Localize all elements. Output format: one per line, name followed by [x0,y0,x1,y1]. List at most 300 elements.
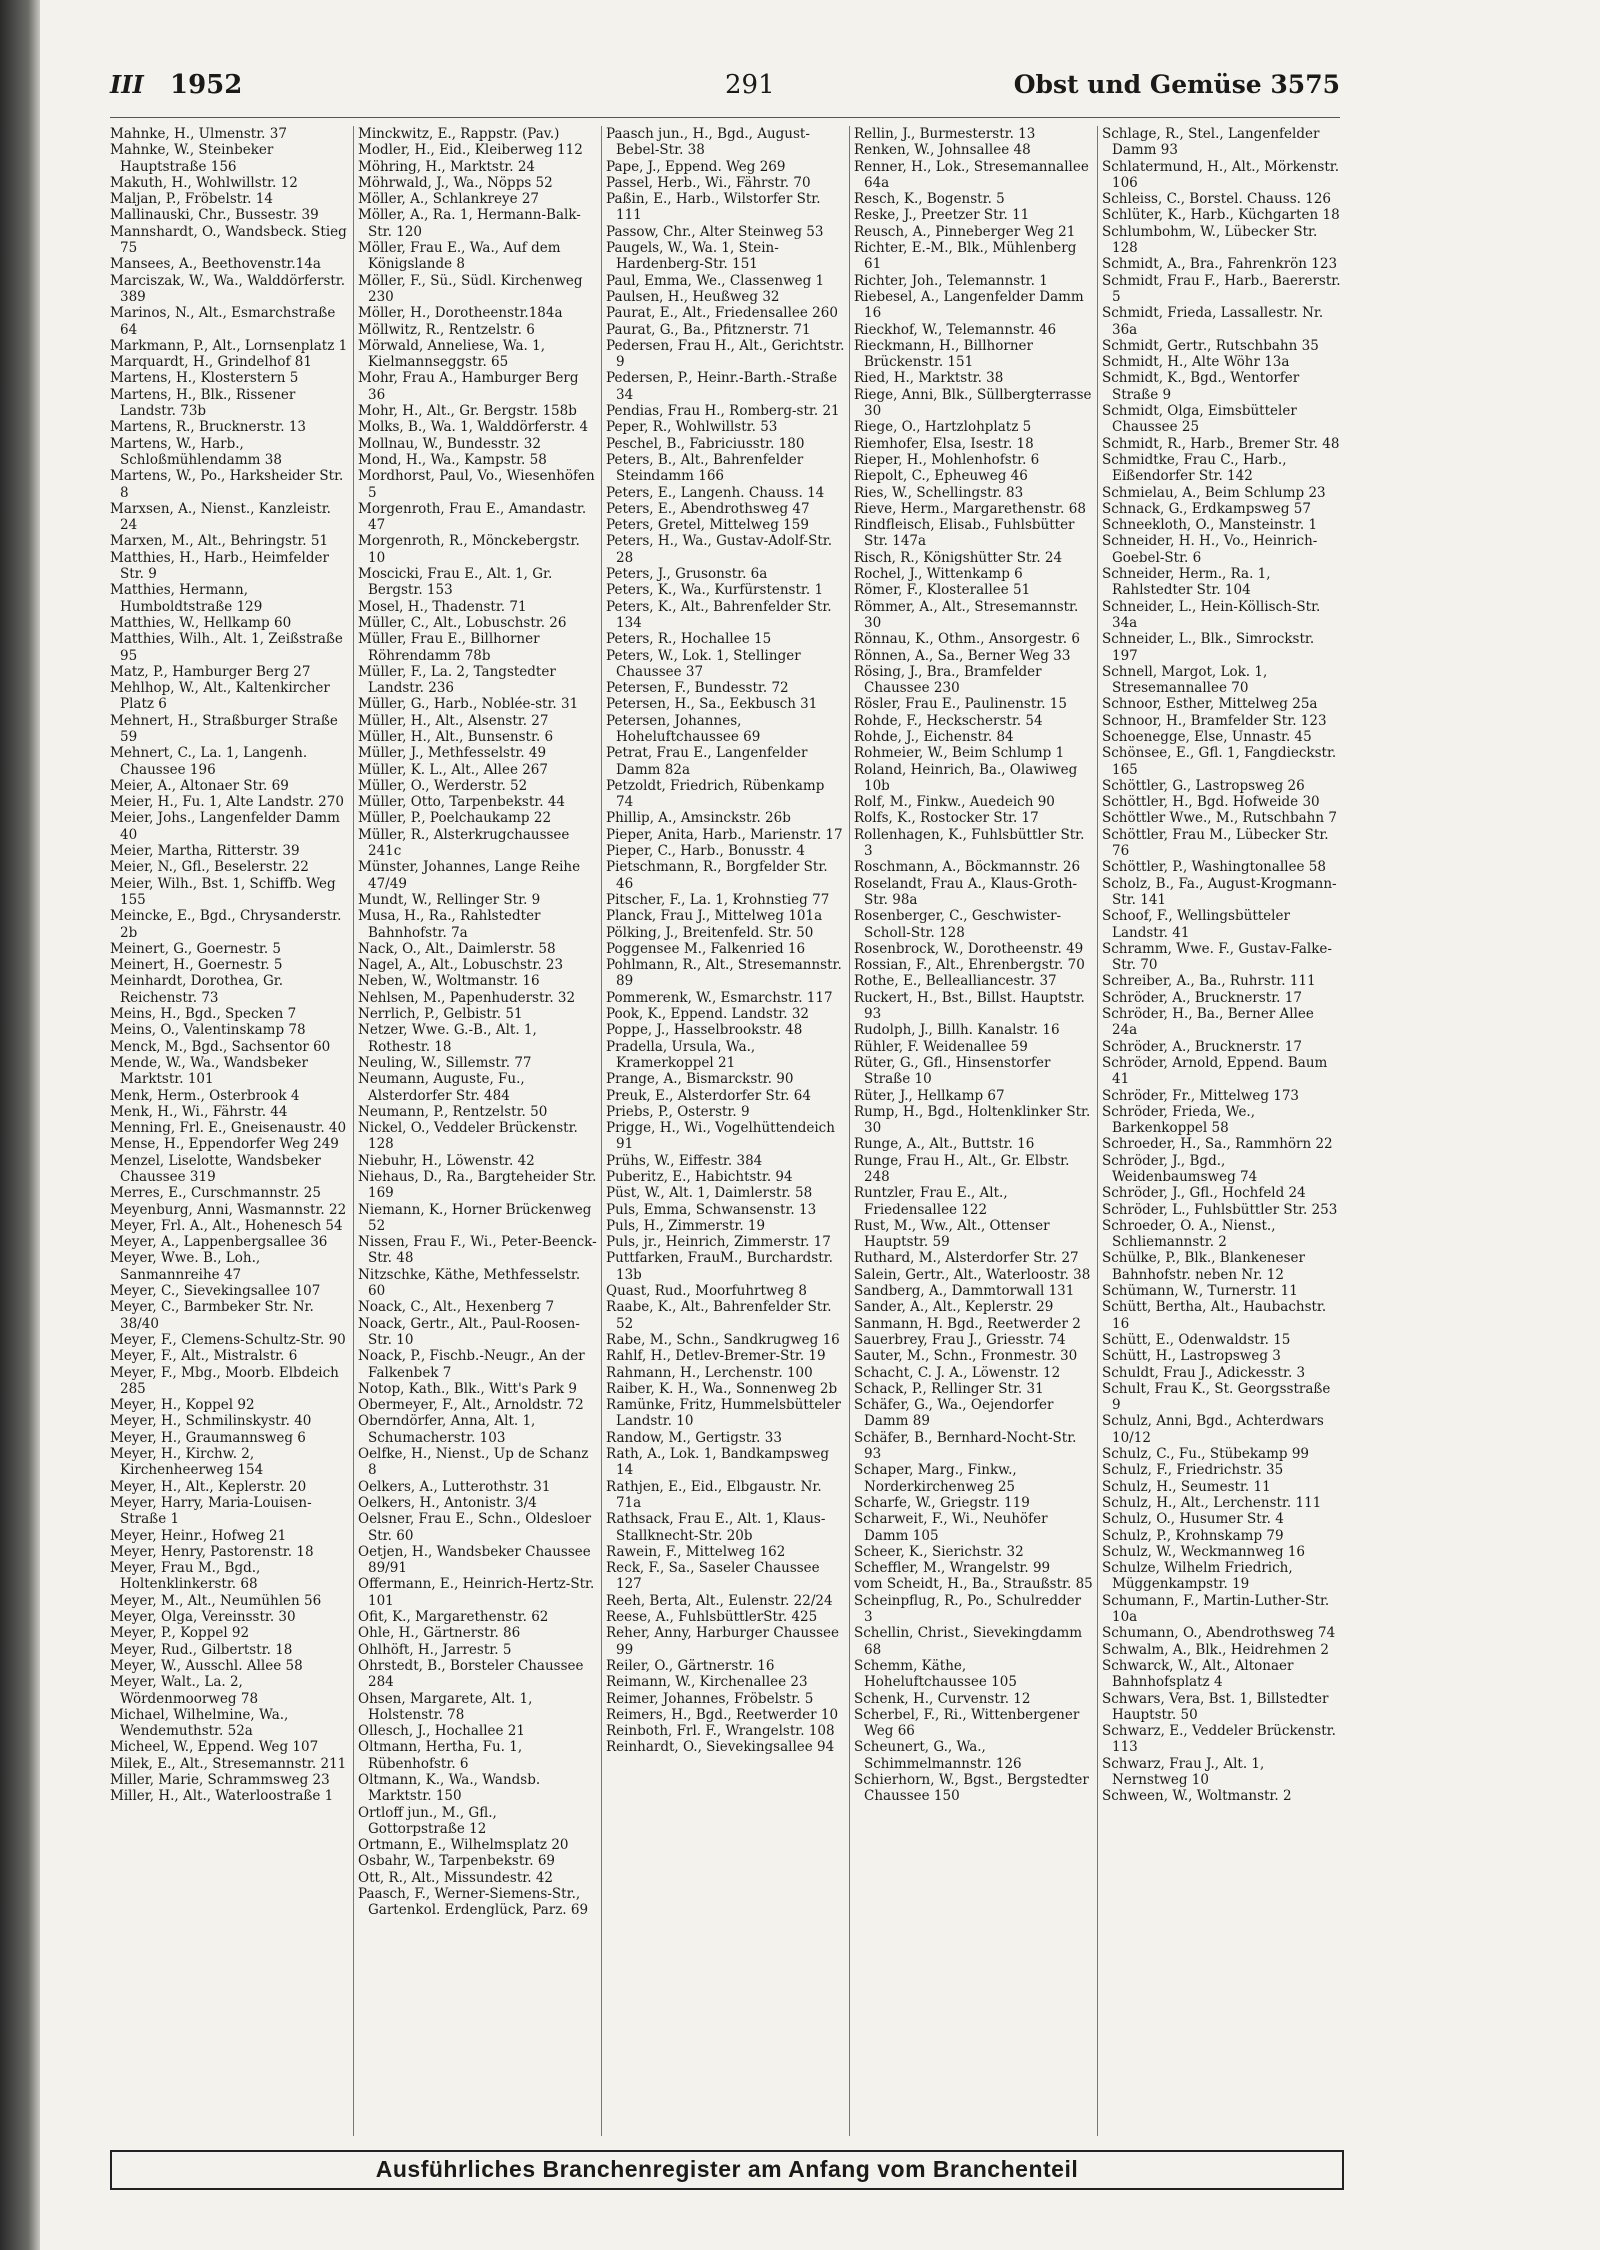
directory-entry: Oelfke, H., Nienst., Up de Schanz 8 [358,1446,589,1479]
directory-entry: Neumann, Auguste, Fu., Alsterdorfer Str. 484 [358,1071,525,1104]
directory-entry: Riemhofer, Elsa, Isestr. 18 [854,435,1034,452]
directory-entry: Schneider, L., Hein-Köllisch-Str. 34a [1102,598,1321,631]
directory-entry: Paßin, E., Harb., Wilstorfer Str. 111 [606,191,821,224]
directory-entry: Schulz, Anni, Bgd., Achterdwars 10/12 [1102,1413,1324,1446]
directory-entry: Meyer, H., Koppel 92 [110,1397,255,1414]
directory-entry: Müller, Otto, Tarpenbekstr. 44 [358,794,566,811]
directory-entry: Rindfleisch, Elisab., Fuhlsbütter Str. 147a [854,517,1075,550]
directory-entry: Mollnau, W., Bundesstr. 32 [358,435,541,452]
directory-entry: Schöttler, G., Lastropsweg 26 [1102,777,1305,794]
directory-entry: Renner, H., Lok., Stresemannallee 64a [854,158,1089,191]
directory-entry: Reimers, H., Bgd., Reetwerder 10 [606,1706,839,1723]
directory-entry: Matthies, H., Harb., Heimfelder Str. 9 [110,549,329,583]
directory-entry: Quast, Rud., Moorfuhrtweg 8 [606,1283,807,1300]
directory-entry: Püst, W., Alt. 1, Daimlerstr. 58 [606,1185,813,1202]
directory-entry: Meyer, Olga, Vereinsstr. 30 [110,1609,296,1626]
directory-entry: Poggensee M., Falkenried 16 [606,940,806,957]
directory-entry: Neumann, P., Rentzelstr. 50 [358,1103,548,1120]
directory-entry: Meyer, Henry, Pastorenstr. 18 [110,1543,314,1560]
directory-entry: Pendias, Frau H., Romberg-str. 21 [606,403,840,420]
directory-entry: Meyer, Frau M., Bgd., Holtenklinkerstr. 68 [110,1560,261,1593]
directory-entry: Scherbel, F., Ri., Wittenbergener Weg 66 [854,1706,1080,1740]
directory-entry: Schöttler Wwe., M., Rutschbahn 7 [1102,810,1337,827]
directory-entry: Risch, R., Königshütter Str. 24 [854,549,1063,566]
directory-entry: Schütt, H., Lastropsweg 3 [1102,1348,1281,1365]
directory-entry: Schuldt, Frau J., Adickesstr. 3 [1102,1364,1306,1381]
directory-entry: Müller, J., Methfesselstr. 49 [358,745,547,762]
directory-entry: Reinboth, Frl. F., Wrangelstr. 108 [606,1723,835,1740]
directory-entry: Rahlf, H., Detlev-Bremer-Str. 19 [606,1348,826,1365]
directory-entry: Mohr, Frau A., Hamburger Berg 36 [358,370,579,403]
directory-entry: Runge, A., Alt., Buttstr. 16 [854,1136,1035,1153]
directory-entry: Oelsner, Frau E., Schn., Oldesloer Str. 60 [358,1511,592,1544]
directory-entry: Schnell, Margot, Lok. 1, Stresemannallee 70 [1102,663,1268,697]
directory-entry: Petersen, Johannes, Hoheluftchaussee 69 [606,712,761,745]
directory-entry: Sanmann, H. Bgd., Reetwerder 2 [854,1315,1081,1332]
directory-entry: Schröder, Frieda, We., Barkenkoppel 58 [1102,1103,1256,1137]
directory-entry: Menning, Frl. E., Gneisenaustr. 40 [110,1120,347,1137]
directory-entry: Meyer, W., Ausschl. Allee 58 [110,1657,303,1674]
directory-entry: Riebesel, A., Langenfelder Damm 16 [854,288,1084,322]
directory-entry: Meyer, H., Graumannsweg 6 [110,1429,306,1446]
directory-entry: Petzoldt, Friedrich, Rübenkamp 74 [606,777,825,811]
directory-entry: Reese, A., FuhlsbüttlerStr. 425 [606,1609,818,1626]
directory-entry: Schlage, R., Stel., Langenfelder Damm 93 [1102,126,1320,159]
directory-entry: Notop, Kath., Blk., Witt's Park 9 [358,1380,577,1397]
directory-entry: Müller, P., Poelchaukamp 22 [358,810,552,827]
directory-entry: Scharfe, W., Griegstr. 119 [854,1494,1030,1511]
directory-entry: Möller, F., Sü., Südl. Kirchenweg 230 [358,272,583,305]
directory-entry: Micheel, W., Eppend. Weg 107 [110,1739,319,1756]
directory-entry: Pedersen, Frau H., Alt., Gerichtstr. 9 [606,337,845,371]
directory-entry: Rüter, J., Hellkamp 67 [854,1087,1005,1104]
directory-entry: Nerrlich, P., Gelbistr. 51 [358,1006,523,1023]
directory-entry: Nack, O., Alt., Daimlerstr. 58 [358,940,556,957]
directory-entry: Meier, N., Gfl., Beselerstr. 22 [110,859,309,876]
directory-entry: Sander, A., Alt., Keplerstr. 29 [854,1299,1054,1316]
directory-entry: Rathsack, Frau E., Alt. 1, Klaus-Stallknecht-Str. 20b [606,1511,826,1544]
directory-entry: Müller, F., La. 2, Tangstedter Landstr. 236 [358,663,556,697]
directory-entry: Meier, Johs., Langenfelder Damm 40 [110,810,340,843]
directory-entry: Reiler, O., Gärtnerstr. 16 [606,1657,775,1674]
directory-entry: Peters, W., Lok. 1, Stellinger Chaussee 37 [606,647,801,680]
directory-entry: Schröder, Arnold, Eppend. Baum 41 [1102,1054,1328,1088]
directory-entry: Müller, O., Werderstr. 52 [358,777,528,794]
directory-entry: Obermeyer, F., Alt., Arnoldstr. 72 [358,1397,584,1414]
directory-entry: Meinert, H., Goernestr. 5 [110,957,283,974]
directory-entry: Pieper, Anita, Harb., Marienstr. 17 [606,826,843,843]
directory-entry: Rawein, F., Mittelweg 162 [606,1543,786,1560]
directory-entry: Meyer, Harry, Maria-Louisen-Straße 1 [110,1494,312,1528]
directory-entry: Rosenberger, C., Geschwister-Scholl-Str. 128 [854,908,1062,941]
directory-entry: Prigge, H., Wi., Vogelhüttendeich 91 [606,1120,835,1153]
directory-entry: Schäfer, B., Bernhard-Nocht-Str. 93 [854,1429,1077,1463]
page-number: 291 [725,70,775,100]
column-4 [854,126,1093,2136]
directory-entry: Meyer, H., Alt., Keplerstr. 20 [110,1478,307,1495]
directory-entry: Puttfarken, FrauM., Burchardstr. 13b [606,1250,833,1283]
directory-entry: Schmielau, A., Beim Schlump 23 [1102,484,1326,501]
directory-entry: Rieckmann, H., Billhorner Brückenstr. 151 [854,337,1033,371]
directory-entry: Meyer, F., Mbg., Moorb. Elbdeich 285 [110,1364,339,1397]
directory-entry: Schnoor, H., Bramfelder Str. 123 [1102,712,1327,729]
directory-entry: Rösler, Frau E., Paulinenstr. 15 [854,696,1067,713]
directory-entry: Rust, M., Ww., Alt., Ottenser Hauptstr. 59 [854,1217,1050,1251]
directory-entry: Martens, R., Brucknerstr. 13 [110,419,307,436]
directory-entry: Neuling, W., Sillemstr. 77 [358,1054,532,1071]
directory-entry: Scheffler, M., Wrangelstr. 99 [854,1560,1051,1577]
directory-entry: Rieckhof, W., Telemannstr. 46 [854,321,1057,338]
directory-entry: Runtzler, Frau E., Alt., Friedensallee 122 [854,1185,1008,1218]
directory-entry: Rollenhagen, K., Fuhlsbüttler Str. 3 [854,826,1085,860]
directory-entry: Noack, Gertr., Alt., Paul-Roosen-Str. 10 [358,1315,580,1348]
directory-entry: Reusch, A., Pinneberger Weg 21 [854,223,1076,240]
directory-entry: Schümann, W., Turnerstr. 11 [1102,1283,1298,1300]
directory-entry: Rabe, M., Schn., Sandkrugweg 16 [606,1331,840,1348]
column-divider [849,126,850,2136]
directory-entry: Mohr, H., Alt., Gr. Bergstr. 158b [358,403,577,420]
directory-entry: Sauerbrey, Frau J., Griesstr. 74 [854,1331,1066,1348]
directory-entry: Schween, W., Woltmanstr. 2 [1102,1788,1292,1805]
directory-entry: Schwars, Vera, Bst. 1, Billstedter Hauptstr. 50 [1102,1690,1329,1723]
directory-entry: Schoenegge, Else, Unnastr. 45 [1102,728,1312,745]
directory-entry: Planck, Frau J., Mittelweg 101a [606,908,823,925]
directory-entry: Menk, H., Wi., Fährstr. 44 [110,1103,288,1120]
directory-entry: Meins, O., Valentinskamp 78 [110,1022,306,1039]
directory-entry: Paasch jun., H., Bgd., August-Bebel-Str. 38 [606,126,810,159]
directory-entry: Osbahr, W., Tarpenbekstr. 69 [358,1853,556,1870]
directory-entry: Pook, K., Eppend. Landstr. 32 [606,1006,809,1023]
directory-entry: Schnoor, Esther, Mittelweg 25a [1102,696,1318,713]
directory-entry: Milek, E., Alt., Stresemannstr. 211 [110,1755,347,1772]
directory-entry: Reske, J., Preetzer Str. 11 [854,207,1030,224]
directory-entry: Rochel, J., Wittenkamp 6 [854,566,1023,583]
directory-entry: Meyer, A., Lappenbergsallee 36 [110,1234,328,1251]
directory-entry: Möhring, H., Marktstr. 24 [358,158,535,175]
directory-entry: Miller, Marie, Schrammsweg 23 [110,1771,330,1788]
directory-entry: Riege, O., Hartzlohplatz 5 [854,419,1032,436]
column-1 [110,126,349,2136]
directory-entry: Müller, G., Harb., Noblée-str. 31 [358,696,579,713]
directory-entry: Meyer, C., Sievekingsallee 107 [110,1283,321,1300]
directory-entry: Meyer, Rud., Gilbertstr. 18 [110,1641,293,1658]
directory-entry: Schmidt, A., Bra., Fahrenkrön 123 [1102,256,1338,273]
directory-entry: Scheunert, G., Wa., Schimmelmannstr. 126 [854,1739,1022,1772]
directory-entry: Schack, P., Rellinger Str. 31 [854,1380,1044,1397]
directory-entry: Schöttler, H., Bgd. Hofweide 30 [1102,794,1320,811]
directory-entry: Pohlmann, R., Alt., Stresemannstr. 89 [606,957,842,990]
directory-entry: Schlumbohm, W., Lübecker Str. 128 [1102,223,1318,257]
directory-columns [110,126,1342,2136]
directory-entry: Martens, W., Po., Harksheider Str. 8 [110,468,344,501]
directory-entry: Schröder, Fr., Mittelweg 173 [1102,1087,1300,1104]
directory-entry: Molks, B., Wa. 1, Walddörferstr. 4 [358,419,589,436]
directory-entry: Puberitz, E., Habichtstr. 94 [606,1169,793,1185]
directory-entry: Niebuhr, H., Löwenstr. 42 [358,1152,535,1169]
directory-entry: Müller, H., Alt., Bunsenstr. 6 [358,728,554,745]
directory-entry: Puls, Emma, Schwansenstr. 13 [606,1201,817,1218]
directory-entry: Nickel, O., Veddeler Brückenstr. 128 [358,1120,578,1153]
directory-entry: Meyenburg, Anni, Wasmannstr. 22 [110,1201,347,1218]
directory-entry: Phillip, A., Amsinckstr. 26b [606,810,791,827]
directory-entry: Passel, Herb., Wi., Fährstr. 70 [606,174,811,191]
directory-entry: Ohlhöft, H., Jarrestr. 5 [358,1641,512,1658]
directory-entry: Meyer, F., Clemens-Schultz-Str. 90 [110,1331,346,1348]
footer-banner: Ausführliches Branchenregister am Anfang vom Branchenteil [110,2150,1344,2190]
directory-entry: Martens, W., Harb., Schloßmühlendamm 38 [110,435,282,468]
directory-entry: Möller, H., Dorotheenstr.184a [358,305,563,322]
directory-entry: Schulze, Wilhelm Friedrich, Müggenkampstr. 19 [1102,1560,1293,1593]
directory-entry: Ohrstedt, B., Borsteler Chaussee 284 [358,1657,584,1691]
directory-entry: Schülke, P., Blk., Blankeneser Bahnhofstr. neben Nr. 12 [1102,1250,1305,1283]
directory-entry: Müller, C., Alt., Lobuschstr. 26 [358,614,567,631]
header-rule [110,117,1340,118]
directory-entry: Schwalm, A., Blk., Heidrehmen 2 [1102,1641,1329,1658]
directory-entry: Müller, K. L., Alt., Allee 267 [358,761,548,778]
directory-entry: Peters, R., Hochallee 15 [606,631,772,648]
directory-entry: Petersen, F., Bundesstr. 72 [606,680,789,697]
directory-entry: Möller, A., Schlankreye 27 [358,191,540,208]
directory-entry: Marxen, M., Alt., Behringstr. 51 [110,533,329,550]
directory-entry: Rohmeier, W., Beim Schlump 1 [854,745,1065,762]
directory-entry: Schmidt, Frau F., Harb., Baererstr. 5 [1102,272,1341,305]
directory-entry: Raiber, K. H., Wa., Sonnenweg 2b [606,1380,838,1397]
directory-entry: Rath, A., Lok. 1, Bandkampsweg 14 [606,1446,829,1479]
directory-entry: Meyer, Wwe. B., Loh., Sanmannreihe 47 [110,1250,261,1283]
directory-entry: Martens, H., Klosterstern 5 [110,370,299,387]
directory-entry: Ruthard, M., Alsterdorfer Str. 27 [854,1250,1079,1267]
directory-entry: Schult, Frau K., St. Georgsstraße 9 [1102,1380,1331,1414]
column-2 [358,126,597,2136]
directory-entry: Ried, H., Marktstr. 38 [854,370,1004,387]
directory-entry: Schumann, O., Abendrothsweg 74 [1102,1625,1336,1642]
directory-entry: Nissen, Frau F., Wi., Peter-Beenck-Str. 48 [358,1234,597,1267]
directory-entry: Möhrwald, J., Wa., Nöpps 52 [358,174,553,191]
directory-entry: Scholz, B., Fa., August-Krogmann-Str. 141 [1102,875,1337,908]
directory-entry: Menzel, Liselotte, Wandsbeker Chaussee 319 [110,1152,321,1185]
directory-entry: Ortmann, E., Wilhelmsplatz 20 [358,1837,569,1854]
directory-entry: Schulz, P., Krohnskamp 79 [1102,1527,1284,1544]
directory-entry: Petrat, Frau E., Langenfelder Damm 82a [606,745,808,778]
directory-entry: Merres, E., Curschmannstr. 25 [110,1185,321,1202]
directory-entry: Pölking, J., Breitenfeld. Str. 50 [606,924,814,941]
directory-entry: Ramünke, Fritz, Hummelsbütteler Landstr. 10 [606,1397,841,1430]
directory-entry: Rühler, F. Weidenallee 59 [854,1038,1028,1055]
directory-entry: Pietschmann, R., Borgfelder Str. 46 [606,859,828,892]
directory-entry: Mörwald, Anneliese, Wa. 1, Kielmannseggstr. 65 [358,337,546,371]
directory-entry: Peters, H., Wa., Gustav-Adolf-Str. 28 [606,533,833,566]
directory-entry: Schlüter, K., Harb., Küchgarten 18 [1102,207,1340,224]
section-title: Obst und Gemüse 3575 [1013,70,1340,99]
directory-entry: Schneekloth, O., Mansteinstr. 1 [1102,517,1318,534]
directory-entry: Netzer, Wwe. G.-B., Alt. 1, Rothestr. 18 [358,1022,537,1055]
directory-entry: Schmidt, H., Alte Wöhr 13a [1102,354,1290,371]
directory-entry: Schröder, J., Bgd., Weidenbaumsweg 74 [1102,1152,1258,1185]
directory-entry: Noack, C., Alt., Hexenberg 7 [358,1299,555,1316]
directory-entry: Mahnke, W., Steinbeker Hauptstraße 156 [110,142,274,175]
directory-entry: Schulz, C., Fu., Stübekamp 99 [1102,1446,1310,1463]
directory-entry: Peper, R., Wohlwillstr. 53 [606,419,778,436]
directory-entry: Möllwitz, R., Rentzelstr. 6 [358,321,535,338]
directory-entry: Schemm, Käthe, Hoheluftchaussee 105 [854,1657,1017,1691]
directory-entry: Rosenbrock, W., Dorotheenstr. 49 [854,940,1084,957]
directory-entry: Ohle, H., Gärtnerstr. 86 [358,1625,521,1642]
directory-entry: Schneider, Herm., Ra. 1, Rahlstedter Str. 104 [1102,566,1271,599]
directory-entry: Passow, Chr., Alter Steinweg 53 [606,223,824,240]
directory-entry: Nehlsen, M., Papenhuderstr. 32 [358,989,576,1006]
directory-entry: Salein, Gertr., Alt., Waterloostr. 38 [854,1266,1091,1283]
directory-entry: Schellin, Christ., Sievekingdamm 68 [854,1625,1083,1658]
directory-entry: Modler, H., Eid., Kleiberweg 112 [358,142,583,159]
directory-entry: Meier, H., Fu. 1, Alte Landstr. 270 [110,794,344,811]
directory-entry: Pieper, C., Harb., Bonusstr. 4 [606,843,805,860]
directory-entry: Scheer, K., Sierichstr. 32 [854,1543,1024,1560]
directory-entry: Rathjen, E., Eid., Elbgaustr. Nr. 71a [606,1478,822,1511]
directory-entry: Mannshardt, O., Wandsbeck. Stieg 75 [110,223,347,257]
volume-number: III [110,70,144,99]
directory-entry: Marquardt, H., Grindelhof 81 [110,354,312,371]
directory-entry: Ott, R., Alt., Missundestr. 42 [358,1869,554,1886]
directory-entry: Schröder, H., Ba., Berner Allee 24a [1102,1006,1314,1039]
directory-entry: Schulz, H., Seumestr. 11 [1102,1478,1271,1495]
directory-entry: Schütt, Bertha, Alt., Haubachstr. 16 [1102,1299,1327,1332]
directory-entry: Runge, Frau H., Alt., Gr. Elbstr. 248 [854,1152,1070,1185]
directory-entry: Schacht, C. J. A., Löwenstr. 12 [854,1364,1061,1381]
directory-entry: Möller, A., Ra. 1, Hermann-Balk-Str. 120 [358,207,581,240]
directory-entry: Peters, K., Alt., Bahrenfelder Str. 134 [606,598,832,631]
directory-entry: Pedersen, P., Heinr.-Barth.-Straße 34 [606,370,838,403]
directory-entry: Reimer, Johannes, Fröbelstr. 5 [606,1690,814,1707]
directory-entry: Roselandt, Frau A., Klaus-Groth-Str. 98a [854,875,1078,908]
directory-entry: Römer, F., Klosterallee 51 [854,582,1031,599]
directory-entry: Minckwitz, E., Rappstr. (Pav.) [358,126,560,142]
directory-entry: Mense, H., Eppendorfer Weg 249 [110,1136,339,1153]
directory-entry: Paulsen, H., Heußweg 32 [606,288,780,305]
column-divider [1097,126,1098,2136]
directory-entry: Neben, W., Woltmanstr. 16 [358,973,540,990]
directory-entry: Peters, B., Alt., Bahrenfelder Steindamm 166 [606,451,804,485]
directory-entry: Rothe, E., Bellealliancestr. 37 [854,973,1057,990]
directory-entry: Nagel, A., Alt., Lobuschstr. 23 [358,957,564,974]
directory-entry: Ries, W., Schellingstr. 83 [854,484,1024,501]
directory-entry: Meier, A., Altonaer Str. 69 [110,777,289,794]
directory-entry: Schröder, A., Brucknerstr. 17 [1102,989,1302,1006]
directory-entry: Marciszak, W., Wa., Walddörferstr. 389 [110,272,346,305]
directory-entry: Reeh, Berta, Alt., Eulenstr. 22/24 [606,1592,833,1609]
directory-entry: Rohde, F., Heckscherstr. 54 [854,712,1043,729]
directory-entry: Marxsen, A., Nienst., Kanzleistr. 24 [110,500,331,534]
directory-entry: Oberndörfer, Anna, Alt. 1, Schumacherstr. 103 [358,1413,536,1446]
directory-entry: Müller, H., Alt., Alsenstr. 27 [358,712,549,729]
directory-entry: Ohsen, Margarete, Alt. 1, Holstenstr. 78 [358,1690,533,1723]
directory-entry: Paugels, W., Wa. 1, Stein-Hardenberg-Str. 151 [606,240,779,273]
directory-entry: Rieve, Herm., Margarethenstr. 68 [854,500,1086,517]
directory-entry: Mahnke, H., Ulmenstr. 37 [110,126,287,142]
directory-entry: Pommerenk, W., Esmarchstr. 117 [606,989,833,1006]
directory-entry: Resch, K., Bogenstr. 5 [854,191,1005,208]
directory-entry: Matthies, Hermann, Humboldtstraße 129 [110,582,263,615]
directory-entry: Müller, R., Alsterkrugchaussee 241c [358,826,570,860]
directory-entry: Rönnen, A., Sa., Berner Weg 33 [854,647,1071,664]
directory-entry: Rieper, H., Mohlenhofstr. 6 [854,451,1040,468]
directory-entry: Mehnert, H., Straßburger Straße 59 [110,712,338,745]
directory-entry: Schierhorn, W., Bgst., Bergstedter Chaussee 150 [854,1771,1089,1805]
directory-entry: Randow, M., Gertigstr. 33 [606,1429,782,1446]
directory-entry: Meyer, Frl. A., Alt., Hohenesch 54 [110,1217,343,1234]
directory-entry: Meyer, Heinr., Hofweg 21 [110,1527,287,1544]
directory-entry: Schwarz, Frau J., Alt. 1, Nernstweg 10 [1102,1755,1265,1788]
column-5 [1102,126,1341,2136]
directory-entry: Niemann, K., Horner Brückenweg 52 [358,1201,592,1234]
directory-entry: Münster, Johannes, Lange Reihe 47/49 [358,859,581,892]
directory-entry: Marinos, N., Alt., Esmarchstraße 64 [110,305,336,338]
directory-entry: Meinert, G., Goernestr. 5 [110,940,281,957]
directory-entry: Rohde, J., Eichenstr. 84 [854,728,1014,745]
directory-entry: Oelkers, H., Antonistr. 3/4 [358,1494,537,1511]
directory-entry: Schulz, O., Husumer Str. 4 [1102,1511,1284,1528]
directory-entry: Meinhardt, Dorothea, Gr. Reichenstr. 73 [110,973,283,1006]
directory-entry: Meyer, F., Alt., Mistralstr. 6 [110,1348,298,1365]
column-divider [601,126,602,2136]
directory-entry: Meyer, Walt., La. 2, Wördenmoorweg 78 [110,1674,259,1707]
year: 1952 [170,70,243,100]
directory-entry: Schmidtke, Frau C., Harb., Eißendorfer Str. 142 [1102,451,1287,485]
directory-entry: Mehnert, C., La. 1, Langenh. Chaussee 196 [110,745,308,778]
directory-entry: Reher, Anny, Harburger Chaussee 99 [606,1625,839,1658]
directory-entry: Oelkers, A., Lutterothstr. 31 [358,1478,551,1495]
directory-entry: Roschmann, A., Böckmannstr. 26 [854,859,1081,876]
directory-entry: Schulz, H., Alt., Lerchenstr. 111 [1102,1494,1322,1511]
directory-entry: vom Scheidt, H., Ba., Straußstr. 85 [854,1576,1093,1593]
directory-entry: Michael, Wilhelmine, Wa., Wendemuthstr. 52a [110,1706,289,1740]
directory-entry: Oltmann, K., Wa., Wandsb. Marktstr. 150 [358,1771,541,1805]
directory-entry: Reck, F., Sa., Saseler Chaussee 127 [606,1560,820,1593]
directory-entry: Schroeder, O. A., Nienst., Schliemannstr. 2 [1102,1217,1276,1251]
directory-entry: Schwarz, E., Veddeler Brückenstr. 113 [1102,1723,1336,1756]
directory-entry: Meyer, C., Barmbeker Str. Nr. 38/40 [110,1299,314,1332]
directory-entry: Rüter, G., Gfl., Hinsenstorfer Straße 10 [854,1054,1051,1088]
directory-entry: Ruckert, H., Bst., Billst. Hauptstr. 93 [854,989,1085,1023]
directory-entry: Riege, Anni, Blk., Süllbergterrasse 30 [854,386,1092,420]
directory-entry: Schöttler, P., Washingtonallee 58 [1102,859,1326,876]
directory-entry: Meyer, M., Alt., Neumühlen 56 [110,1592,322,1609]
directory-entry: Möller, Frau E., Wa., Auf dem Königslande 8 [358,240,561,273]
directory-entry: Schulz, F., Friedrichstr. 35 [1102,1462,1284,1479]
directory-entry: Mehlhop, W., Alt., Kaltenkircher Platz 6 [110,680,330,713]
column-divider [353,126,354,2136]
directory-entry: Offermann, E., Heinrich-Hertz-Str. 101 [358,1576,595,1609]
directory-entry: Niehaus, D., Ra., Bargteheider Str. 169 [358,1169,597,1202]
directory-entry: Peters, Gretel, Mittelweg 159 [606,517,809,534]
directory-entry: Makuth, H., Wohlwillstr. 12 [110,174,298,191]
directory-entry: Meier, Martha, Ritterstr. 39 [110,843,300,860]
directory-entry: Meier, Wilh., Bst. 1, Schiffb. Weg 155 [110,875,336,908]
directory-entry: Sandberg, A., Dammtorwall 131 [854,1283,1075,1300]
directory-entry: Roland, Heinrich, Ba., Olawiweg 10b [854,761,1078,794]
directory-entry: Rönnau, K., Othm., Ansorgestr. 6 [854,631,1080,648]
column-3 [606,126,845,2136]
directory-entry: Scharweit, F., Wi., Neuhöfer Damm 105 [854,1511,1048,1544]
directory-entry: Prühs, W., Eiffestr. 384 [606,1152,763,1169]
directory-entry: Schwarck, W., Alt., Altonaer Bahnhofsplatz 4 [1102,1657,1294,1691]
directory-entry: Ofit, K., Margarethenstr. 62 [358,1609,549,1626]
directory-entry: Schoof, F., Wellingsbütteler Landstr. 41 [1102,908,1290,941]
directory-entry: Pape, J., Eppend. Weg 269 [606,158,786,175]
directory-entry: Mende, W., Wa., Wandsbeker Marktstr. 101 [110,1054,309,1088]
directory-entry: Schlatermund, H., Alt., Mörkenstr. 106 [1102,158,1340,191]
directory-entry: Schöttler, Frau M., Lübecker Str. 76 [1102,826,1329,860]
directory-entry: Rump, H., Bgd., Holtenklinker Str. 30 [854,1103,1091,1137]
